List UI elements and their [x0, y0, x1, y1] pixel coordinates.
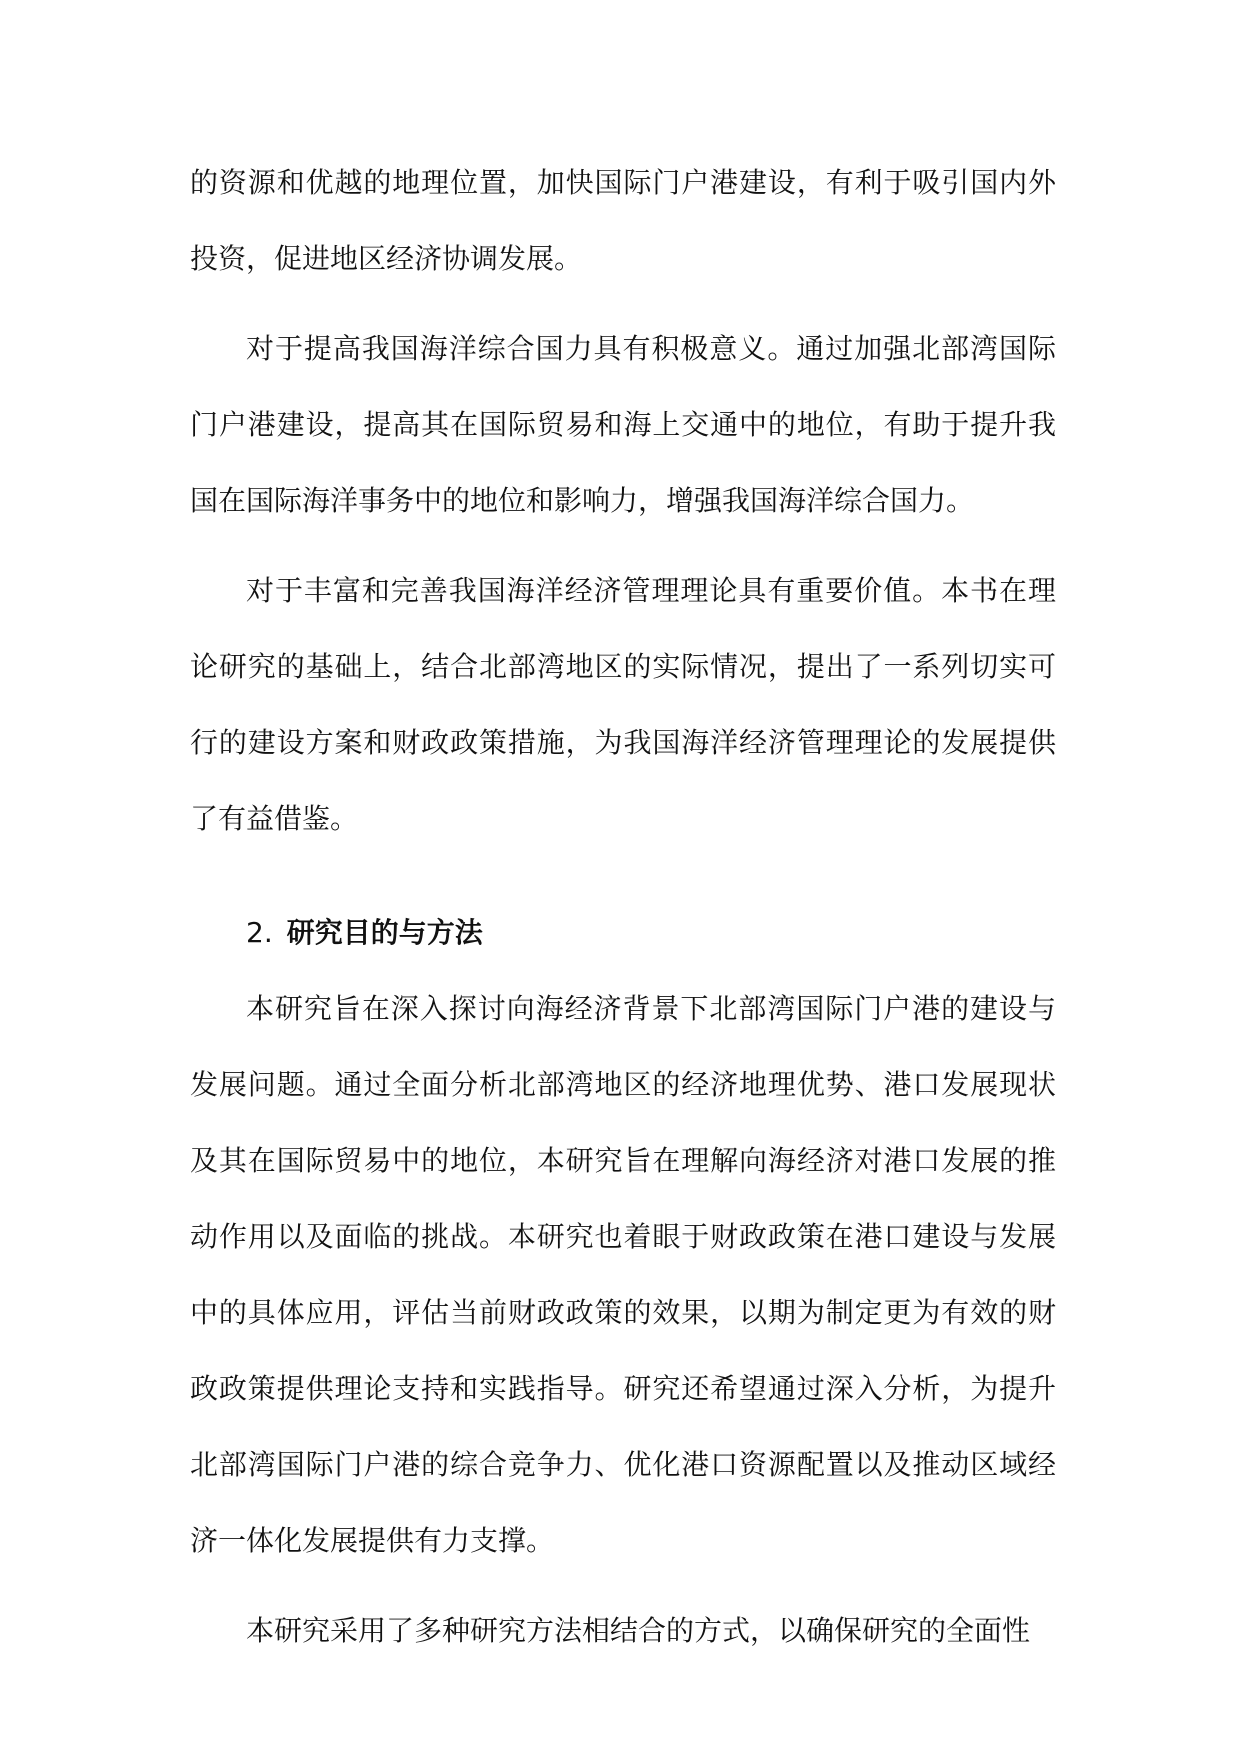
section-title: 研究目的与方法 — [286, 916, 483, 949]
paragraph-maritime-power: 对于提高我国海洋综合国力具有积极意义。通过加强北部湾国际门户港建设，提高其在国际贸易和海上交通中的地位，有助于提升我国在国际海洋事务中的地位和影响力，增强我国海洋综合国力。 — [190, 332, 1056, 517]
document-body — [190, 145, 1056, 1683]
paragraph-continued: 的资源和优越的地理位置，加快国际门户港建设，有利于吸引国内外投资，促进地区经济协调发展。 — [190, 166, 1056, 275]
section-number: 2. — [246, 916, 273, 949]
section-heading — [190, 895, 1056, 971]
paragraph-research-purpose: 本研究旨在深入探讨向海经济背景下北部湾国际门户港的建设与发展问题。通过全面分析北部湾地区的经济地理优势、港口发展现状及其在国际贸易中的地位，本研究旨在理解向海经济对港口发展的推动作用以及面临的挑战。本研究也着眼于财政政策在港口建设与发展中的具体应用，评估当前财政政策的效果，以期为制定更为有效的财政政策提供理论支持和实践指导。研究还希望通过深入分析，为提升北部湾国际门户港的综合竞争力、优化港口资源配置以及推动区域经济一体化发展提供有力支撑。 — [190, 992, 1056, 1557]
paragraph-management-theory: 对于丰富和完善我国海洋经济管理理论具有重要价值。本书在理论研究的基础上，结合北部湾地区的实际情况，提出了一系列切实可行的建设方案和财政政策措施，为我国海洋经济管理理论的发展提供了有益借鉴。 — [190, 574, 1056, 835]
paragraph-research-methods: 本研究采用了多种研究方法相结合的方式，以确保研究的全面性 — [246, 1614, 1031, 1647]
